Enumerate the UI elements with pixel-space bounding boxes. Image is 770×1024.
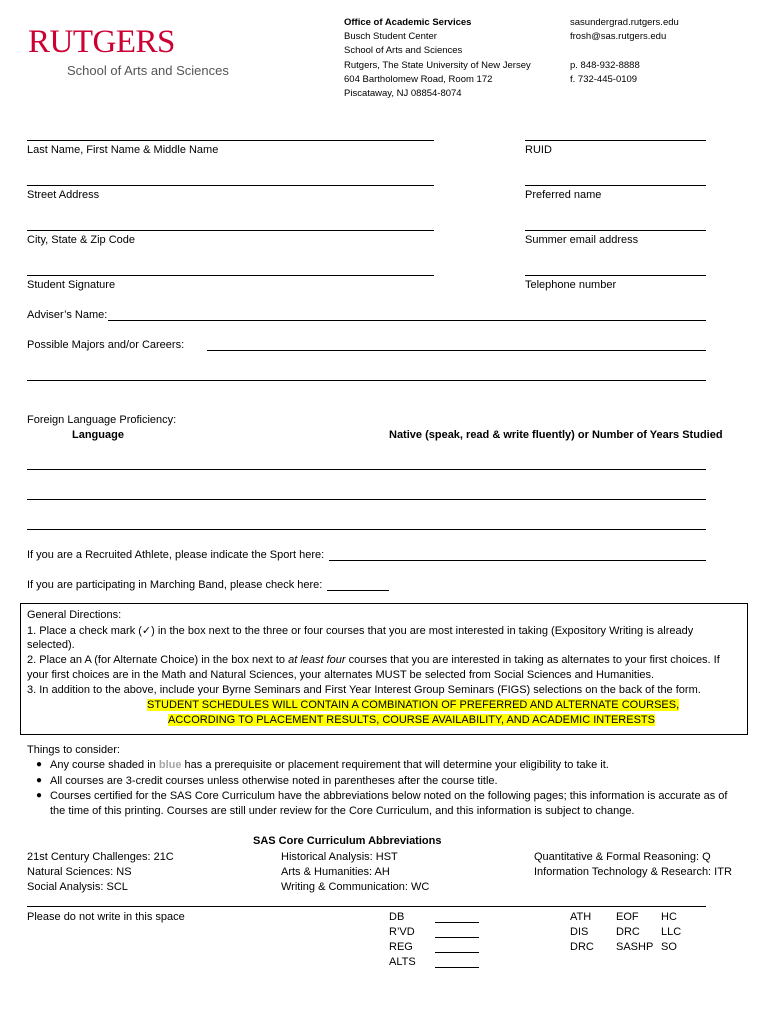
bullet-icon: ●: [36, 759, 43, 770]
direction-2-cont: your first choices are in the Math and Natural Sciences, your alternates MUST be selected from Social Sciences and Humanities.: [27, 669, 655, 681]
native-column-header: Native (speak, read & write fluently) or Number of Years Studied: [389, 429, 723, 441]
direction-2-pre: 2. Place an A (for Alternate Choice) in the box next to: [27, 654, 289, 666]
preferred-name-label: Preferred name: [525, 189, 602, 201]
consider-item-1: [50, 759, 609, 771]
office-code: HC: [661, 911, 677, 923]
office-code: SASHP: [616, 941, 654, 953]
city-field-label: City, State & Zip Code: [27, 234, 136, 246]
office-code: DRC: [616, 926, 640, 938]
office-field-line[interactable]: [435, 967, 479, 968]
majors-field-line-2[interactable]: [27, 380, 706, 381]
core-abbrev: Arts & Humanities: AH: [281, 866, 390, 878]
core-abbrev: Quantitative & Formal Reasoning: Q: [534, 851, 711, 863]
direction-1: 1. Place a check mark (✓) in the box next to the three or four courses that you are most interested in taking (Expository Writing is already: [27, 625, 694, 637]
things-title: Things to consider:: [27, 744, 120, 756]
athlete-label: If you are a Recruited Athlete, please indicate the Sport here:: [27, 549, 325, 561]
language-heading: Foreign Language Proficiency:: [27, 414, 177, 426]
office-field-label: DB: [389, 911, 405, 923]
street-field-line[interactable]: [27, 185, 434, 186]
office-code: SO: [661, 941, 677, 953]
language-field-line[interactable]: [27, 529, 706, 530]
phone-text: p. 848-932-8888: [570, 60, 640, 71]
direction-2-post: courses that you are interested in taking as alternates to your first choices. If: [345, 654, 720, 666]
office-code: DRC: [570, 941, 594, 953]
bullet-icon: ●: [36, 790, 43, 801]
office-field-label: ALTS: [389, 956, 416, 968]
adviser-label: Adviser’s Name:: [27, 309, 108, 321]
direction-1-cont: selected).: [27, 639, 75, 651]
core-title: SAS Core Curriculum Abbreviations: [253, 835, 442, 847]
email-text: frosh@sas.rutgers.edu: [570, 31, 667, 42]
rutgers-logo-wordmark: RUTGERS: [28, 24, 175, 60]
street-field-label: Street Address: [27, 189, 100, 201]
majors-field-line[interactable]: [207, 350, 706, 351]
city-field-line[interactable]: [27, 230, 434, 231]
consider-item-1-post: has a prerequisite or placement requirement that will determine your eligibility to take it.: [181, 759, 609, 771]
language-field-line[interactable]: [27, 499, 706, 500]
highlight-notice-1: STUDENT SCHEDULES WILL CONTAIN A COMBINATION OF PREFERRED AND ALTERNATE COURSES,: [147, 699, 680, 711]
summer-email-field-line[interactable]: [525, 230, 706, 231]
signature-field-label: Student Signature: [27, 279, 116, 291]
name-field-label: Last Name, First Name & Middle Name: [27, 144, 219, 156]
band-check-line[interactable]: [327, 590, 389, 591]
office-line: School of Arts and Sciences: [344, 45, 463, 56]
core-abbrev: Social Analysis: SCL: [27, 881, 128, 893]
athlete-field-line[interactable]: [329, 560, 706, 561]
office-field-label: REG: [389, 941, 413, 953]
office-line: Piscataway, NJ 08854-8074: [344, 88, 462, 99]
office-code: LLC: [661, 926, 682, 938]
direction-3: 3. In addition to the above, include your Byrne Seminars and First Year Interest Group Seminars (FIGS) selections on the back of the form.: [27, 684, 701, 696]
office-line: Busch Student Center: [344, 31, 437, 42]
highlight-notice-2: ACCORDING TO PLACEMENT RESULTS, COURSE AVAILABILITY, AND ACADEMIC INTERESTS: [168, 714, 655, 726]
ruid-field-line[interactable]: [525, 140, 706, 141]
directions-title: General Directions:: [27, 609, 122, 621]
blue-word: blue: [158, 759, 182, 771]
office-use-divider: [27, 906, 706, 907]
signature-field-line[interactable]: [27, 275, 434, 276]
majors-label: Possible Majors and/or Careers:: [27, 339, 185, 351]
language-field-line[interactable]: [27, 469, 706, 470]
core-abbrev: 21st Century Challenges: 21C: [27, 851, 174, 863]
office-field-line[interactable]: [435, 952, 479, 953]
office-code: ATH: [570, 911, 592, 923]
preferred-name-field-line[interactable]: [525, 185, 706, 186]
fax-text: f. 732-445-0109: [570, 74, 638, 85]
office-field-line[interactable]: [435, 937, 479, 938]
bullet-icon: ●: [36, 775, 43, 786]
ruid-field-label: RUID: [525, 144, 552, 156]
website-text: sasundergrad.rutgers.edu: [570, 17, 679, 28]
office-code: EOF: [616, 911, 639, 923]
direction-2-emphasis: at least four: [288, 654, 346, 666]
band-label: If you are participating in Marching Band, please check here:: [27, 579, 323, 591]
core-abbrev: Writing & Communication: WC: [281, 881, 430, 893]
core-abbrev: Historical Analysis: HST: [281, 851, 398, 863]
consider-item-2: All courses are 3-credit courses unless otherwise noted in parentheses after the course title.: [50, 775, 498, 787]
core-abbrev: Information Technology & Research: ITR: [534, 866, 732, 878]
language-column-header: Language: [72, 429, 124, 441]
name-field-line[interactable]: [27, 140, 434, 141]
adviser-field-line[interactable]: [108, 320, 706, 321]
core-abbrev: Natural Sciences: NS: [27, 866, 132, 878]
summer-email-label: Summer email address: [525, 234, 639, 246]
office-line: 604 Bartholomew Road, Room 172: [344, 74, 493, 85]
consider-item-3: Courses certified for the SAS Core Curriculum have the abbreviations below noted on the following pages; this information is accurate as of: [50, 790, 728, 802]
office-code: DIS: [570, 926, 589, 938]
office-name: Office of Academic Services: [344, 17, 472, 28]
office-use-label: Please do not write in this space: [27, 911, 185, 923]
office-field-label: R’VD: [389, 926, 415, 938]
telephone-label: Telephone number: [525, 279, 617, 291]
consider-item-1-pre: Any course shaded in: [50, 759, 159, 771]
telephone-field-line[interactable]: [525, 275, 706, 276]
consider-item-3-cont: the time of this printing. Courses are still under review for the Core Curriculum, and this information is subject to change.: [50, 805, 635, 817]
rutgers-logo-subtitle: School of Arts and Sciences: [67, 63, 229, 78]
office-field-line[interactable]: [435, 922, 479, 923]
office-line: Rutgers, The State University of New Jersey: [344, 60, 531, 71]
direction-2: [27, 654, 720, 666]
